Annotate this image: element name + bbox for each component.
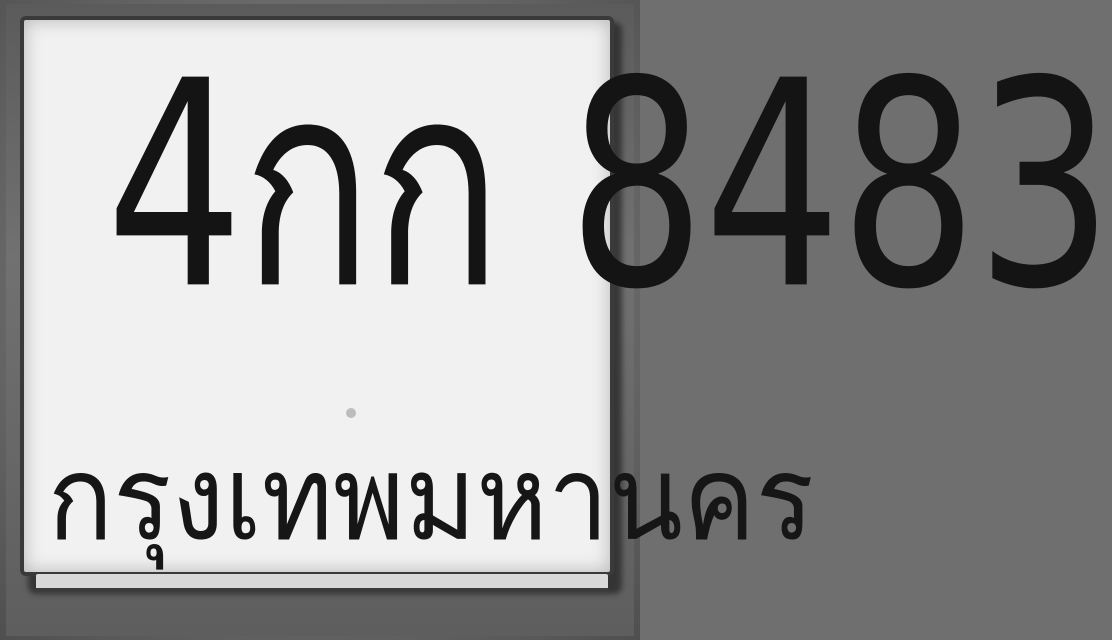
license-plate	[20, 16, 1112, 576]
plate-number: 4กก 8483	[106, 20, 1112, 352]
plate-bottom-rim	[36, 574, 608, 591]
screw-dot	[346, 408, 356, 418]
plate-province: กรุงเทพมหานคร	[47, 429, 814, 567]
